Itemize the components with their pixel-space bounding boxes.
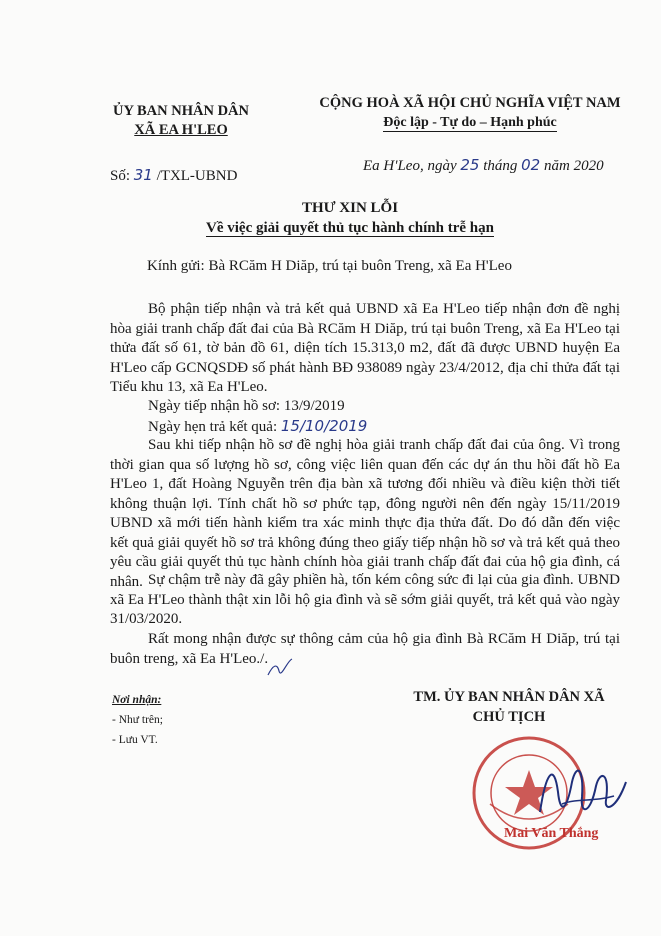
paragraph-closing: Rất mong nhận được sự thông cảm của hộ gia đình Bà RCăm H Diăp, trú tại buôn treng, xã Ea H'Leo./. bbox=[110, 631, 620, 667]
handwritten-signature bbox=[532, 752, 632, 832]
recipients-block bbox=[112, 690, 163, 750]
paragraph-intake: Bộ phận tiếp nhận và trả kết quả UBND xã Ea H'Leo tiếp nhận đơn đề nghị hòa giải tranh chấp đất đai của Bà RCăm H Diăp, trú tại buôn Treng, xã Ea H'Leo tại thửa đất số 61, tờ bản đồ 61, diện tích 15.313,0 m2, đất đã được UBND huyện Ea H'Leo cấp GCNQSDĐ số phát hành BĐ 938089 ngày 23/4/2012, địa chỉ thửa đất tại Tiểu khu 13, xã Ea H'Leo. bbox=[110, 301, 620, 395]
due-date bbox=[148, 417, 618, 438]
number-suffix: /TXL-UBND bbox=[152, 168, 238, 184]
national-motto bbox=[300, 113, 640, 132]
paragraph-apology: Sự chậm trễ này đã gây phiền hà, tốn kém công sức đi lại của gia đình. UBND xã Ea H'Leo thành thật xin lỗi hộ gia đình và sẽ sớm giải quyết, trả kết quả vào ngày 31/03/2020. bbox=[110, 572, 620, 627]
title-main: THƯ XIN LỖI bbox=[301, 200, 399, 216]
date-line bbox=[363, 156, 604, 175]
motto-text: Độc lập - Tự do – Hạnh phúc bbox=[383, 115, 557, 130]
recipient-item: - Như trên; bbox=[112, 714, 163, 726]
agency-header bbox=[96, 102, 266, 140]
date-year: năm 2020 bbox=[540, 158, 604, 174]
greeting: Kính gửi: Bà RCăm H Diăp, trú tại buôn Treng, xã Ea H'Leo bbox=[147, 258, 512, 274]
date-day: 25 bbox=[460, 156, 480, 174]
number-handwritten: 31 bbox=[133, 166, 153, 184]
nation-name: CỘNG HOÀ XÃ HỘI CHỦ NGHĨA VIỆT NAM bbox=[319, 95, 621, 111]
signature-block bbox=[384, 687, 634, 727]
document-number bbox=[110, 166, 237, 185]
date-month-label: tháng bbox=[479, 158, 522, 174]
signature-role: CHỦ TỊCH bbox=[472, 709, 546, 725]
number-prefix: Số: bbox=[110, 168, 134, 184]
title-subject bbox=[120, 218, 580, 238]
due-date-label: Ngày hẹn trả kết quả: bbox=[148, 419, 281, 435]
agency-name: ỦY BAN NHÂN DÂN bbox=[112, 103, 249, 119]
recipient-item: - Lưu VT. bbox=[112, 734, 158, 746]
initials-mark bbox=[265, 651, 295, 681]
date-month: 02 bbox=[521, 156, 541, 174]
due-date-value: 15/10/2019 bbox=[280, 417, 368, 435]
paragraph-reason: Sau khi tiếp nhận hồ sơ đề nghị hòa giải tranh chấp đất đai của ông. Vì trong thời gian qua số lượng hồ sơ, công việc liên quan đến các dự án thu hồi đất hồ Ea H'Leo 1, đất Hoàng Nguyễn trên địa bàn xã tương đối nhiều và điều kiện thời tiết không thuận lợi. Tính chất hồ sơ phức tạp, đông người nên đến ngày 15/11/2019 UBND xã mới tiến hành kiểm tra xác minh thực địa thửa đất. Do đó dẫn đến việc kết quả giải quyết hồ sơ trả không đúng theo giấy tiếp nhận hồ sơ và trả kết quả theo yêu cầu giải quyết thủ tục hành chính hòa giải tranh chấp đất đai của hộ gia đình, cá nhân. bbox=[110, 437, 620, 590]
subject-text: Về việc giải quyết thủ tục hành chính trễ hạn bbox=[206, 220, 494, 236]
received-date: Ngày tiếp nhận hồ sơ: 13/9/2019 bbox=[148, 398, 345, 414]
recipients-label: Nơi nhận: bbox=[112, 694, 162, 706]
date-place: Ea H'Leo, ngày bbox=[363, 158, 461, 174]
signature-title: TM. ỦY BAN NHÂN DÂN XÃ bbox=[413, 689, 605, 705]
signer-name: Mai Văn Thắng bbox=[504, 826, 599, 841]
commune-name: XÃ EA H'LEO bbox=[134, 122, 228, 138]
document-title bbox=[120, 198, 580, 238]
national-header bbox=[300, 94, 640, 132]
